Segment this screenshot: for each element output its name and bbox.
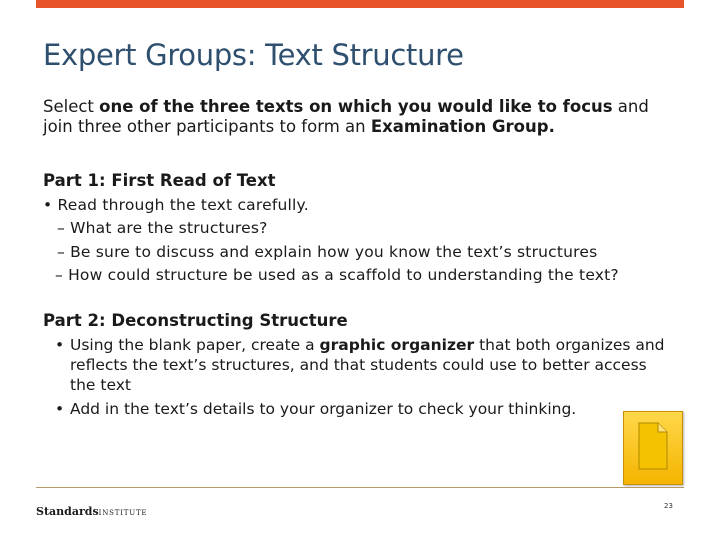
part2-list [55,335,665,419]
logo-small-text: INSTITUTE [98,509,148,517]
intro-text-1: Select [43,97,100,116]
part1-heading: Part 1: First Read of Text [43,171,276,190]
footer-divider [36,487,684,488]
part2-bullet-2 [55,399,665,419]
logo-main-text: Standards [36,505,99,518]
part2-bullet-1 [55,335,665,395]
standards-institute-logo [36,505,147,518]
part1-bullet: • Read through the text carefully. [43,196,309,214]
part2-heading: Part 2: Deconstructing Structure [43,311,348,330]
part2-bullet-1-text-c: that both organizes and reflects the text’s structures, and that students could use to better access the text [70,336,665,394]
slide-title: Expert Groups: Text Structure [43,38,464,72]
part1-subitem-2: – Be sure to discuss and explain how you know the text’s structures [57,243,598,261]
bullet-glyph: • [55,400,65,418]
intro-text-3: and join three other participants to form an [43,97,649,136]
part2-bullet-1-text-a: Using the blank paper, create a [70,336,320,354]
intro-text-4: Examination Group. [370,117,555,136]
document-icon [623,411,683,485]
part1-subitem-1: – What are the structures? [57,219,268,237]
page-number: 23 [664,502,673,510]
part2-bullet-2-text: Add in the text’s details to your organizer to check your thinking. [70,400,577,418]
intro-paragraph [43,97,673,137]
part2-bullet-1-text-b: graphic organizer [319,336,475,354]
document-glyph-icon [638,422,668,470]
bullet-glyph: • [55,336,65,354]
part1-subitem-3: – How could structure be used as a scaffold to understanding the text? [55,266,619,284]
top-accent-bar [36,0,684,8]
intro-text-2: one of the three texts on which you would like to focus [99,97,613,116]
